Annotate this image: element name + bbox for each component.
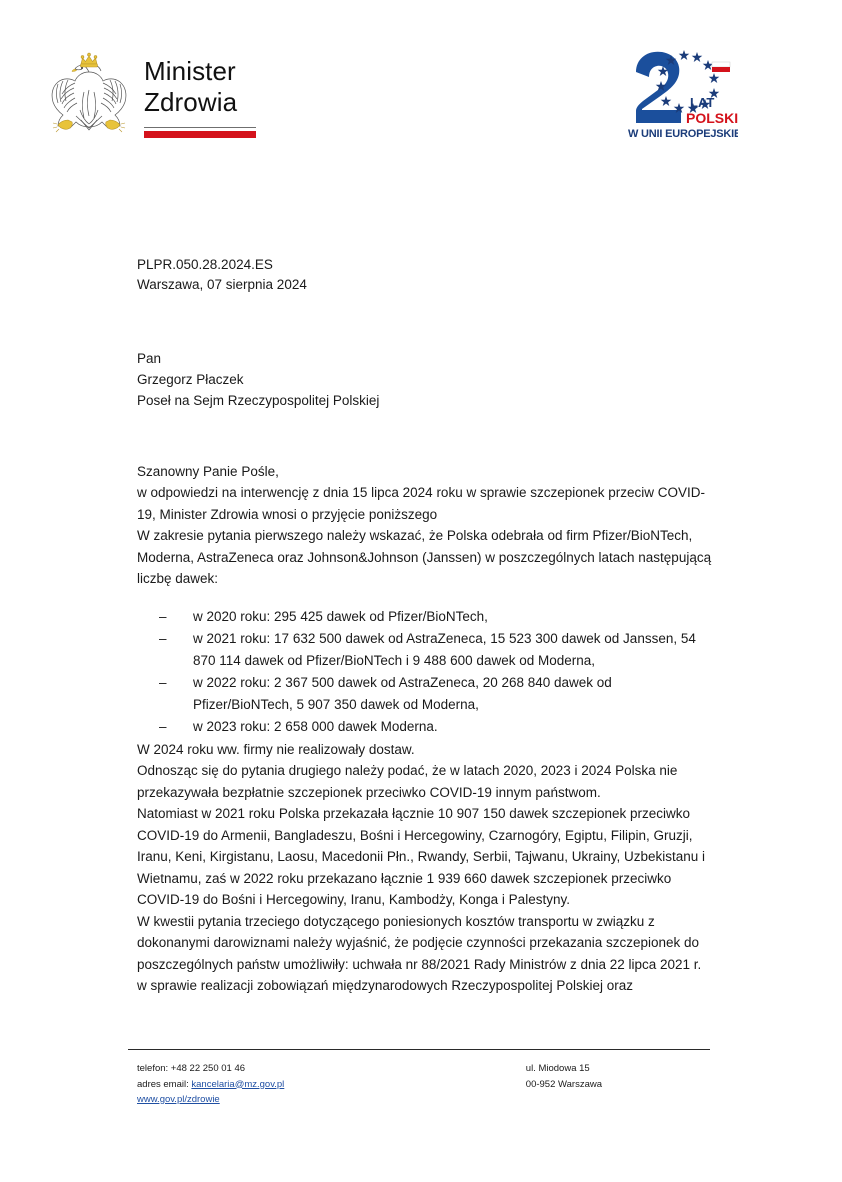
paragraph-second-question: Odnosząc się do pytania drugiego należy podać, że w latach 2020, 2023 i 2024 Polska nie przekazywała bezpłatnie szczepionek przeciwko COVID-19 innym państwom. (137, 763, 678, 800)
eu-logo-polski-text: POLSKI (686, 110, 738, 126)
footer-email-link[interactable]: kancelaria@mz.gov.pl (191, 1078, 285, 1090)
list-item (159, 606, 712, 628)
brand-line-zdrowia: Zdrowia (144, 87, 238, 117)
list-item-text: w 2020 roku: 295 425 dawek od Pfizer/BioNTech, (193, 608, 488, 624)
brand-rule-red (144, 131, 256, 138)
footer-city: 00-952 Warszawa (525, 1078, 602, 1090)
dose-list (137, 606, 712, 738)
brand-line-minister: Minister (144, 56, 236, 86)
paragraph-donations: Natomiast w 2021 roku Polska przekazała łącznie 10 907 150 dawek szczepionek przeciwko COVID-19 do Armenii, Bangladeszu, Bośni i Hercegowiny, Czarnogóry, Egiptu, Filipin, Gruzji, Iranu, Keni, Kirgistanu, Laosu, Macedonii Płn., Rwandy, Serbii, Tajwanu, Ukrainy, Uzbekistanu i Wietnamu, zaś w 2022 roku przekazano łącznie 1 939 660 dawek szczepionek przeciwko COVID-19 do Bośni i Hercegowiny, Iranu, Kambodży, Konga i Palestyny. (137, 806, 706, 907)
eu-logo-lat-text: LAT (690, 95, 715, 110)
letter-place-date: Warszawa, 07 sierpnia 2024 (137, 276, 307, 292)
footer-phone: telefon: +48 22 250 01 46 (137, 1063, 246, 1074)
list-item (159, 628, 712, 671)
list-marker: – (159, 675, 167, 690)
footer-website-link[interactable]: www.gov.pl/zdrowie (137, 1094, 220, 1105)
ministry-brand (46, 50, 256, 146)
list-marker: – (159, 631, 167, 646)
footer-email-label: adres email: (137, 1078, 192, 1090)
list-item-text: w 2023 roku: 2 658 000 dawek Moderna. (193, 719, 438, 734)
salutation: Szanowny Panie Pośle, (137, 464, 279, 479)
list-item-text: w 2022 roku: 2 367 500 dawek od AstraZeneca, 20 268 840 dawek od Pfizer/BioNTech, 5 907 350 dawek od Moderna, (193, 675, 612, 712)
eu-logo-bottom-text: W UNII EUROPEJSKIEJ (628, 128, 738, 140)
footer-address (526, 1061, 712, 1108)
brand-accent-rules (144, 127, 256, 138)
letter-meta (137, 255, 712, 294)
list-item (159, 716, 712, 738)
paragraph-intro: w odpowiedzi na interwencję z dnia 15 lipca 2024 roku w sprawie szczepionek przeciw COVID-19, Minister Zdrowia wnosi o przyjęcie poniższego (137, 485, 706, 522)
addressee-block (137, 348, 712, 411)
footer-divider (128, 1049, 710, 1050)
letter-body (137, 255, 712, 997)
letter-reference-number: PLPR.050.28.2024.ES (137, 257, 273, 272)
footer-contact (137, 1061, 284, 1108)
paragraph-first-question: W zakresie pytania pierwszego należy wskazać, że Polska odebrała od firm Pfizer/BioNTech, Moderna, AstraZeneca oraz Johnson&Johnson (Janssen) w poszczególnych latach następującą liczbę dawek: (137, 528, 712, 586)
eu-20-years-logo-icon (626, 44, 738, 142)
addressee-honorific: Pan (137, 351, 162, 366)
letterhead (0, 44, 842, 154)
ministry-brand-text (144, 50, 256, 138)
brand-rule-grey (144, 127, 256, 128)
addressee-name: Grzegorz Płaczek (137, 372, 244, 387)
polish-eagle-emblem-icon (46, 50, 132, 146)
list-item-text: w 2021 roku: 17 632 500 dawek od AstraZeneca, 15 523 300 dawek od Janssen, 54 870 114 dawek od Pfizer/BioNTech i 9 488 600 dawek od Moderna, (193, 631, 696, 668)
paragraph-2024-no-supply: W 2024 roku ww. firmy nie realizowały dostaw. (137, 741, 415, 757)
list-marker: – (159, 608, 167, 624)
footer-email-row (137, 1077, 284, 1093)
addressee-title: Poseł na Sejm Rzeczypospolitej Polskiej (137, 393, 380, 408)
list-item (159, 672, 712, 715)
list-marker: – (159, 719, 167, 734)
footer (137, 1061, 712, 1108)
footer-street: ul. Miodowa 15 (525, 1063, 590, 1074)
paragraph-third-question: W kwestii pytania trzeciego dotyczącego poniesionych kosztów transportu w związku z dokonanymi darowiznami należy wyjaśnić, że podjęcie czynności przekazania szczepionek do poszczególnych państw umożliwiły: uchwała nr 88/2021 Rady Ministrów z dnia 22 lipca 2021 r. w sprawie realizacji zobowiązań międzynarodowych Rzeczypospolitej Polskiej oraz (137, 913, 702, 993)
